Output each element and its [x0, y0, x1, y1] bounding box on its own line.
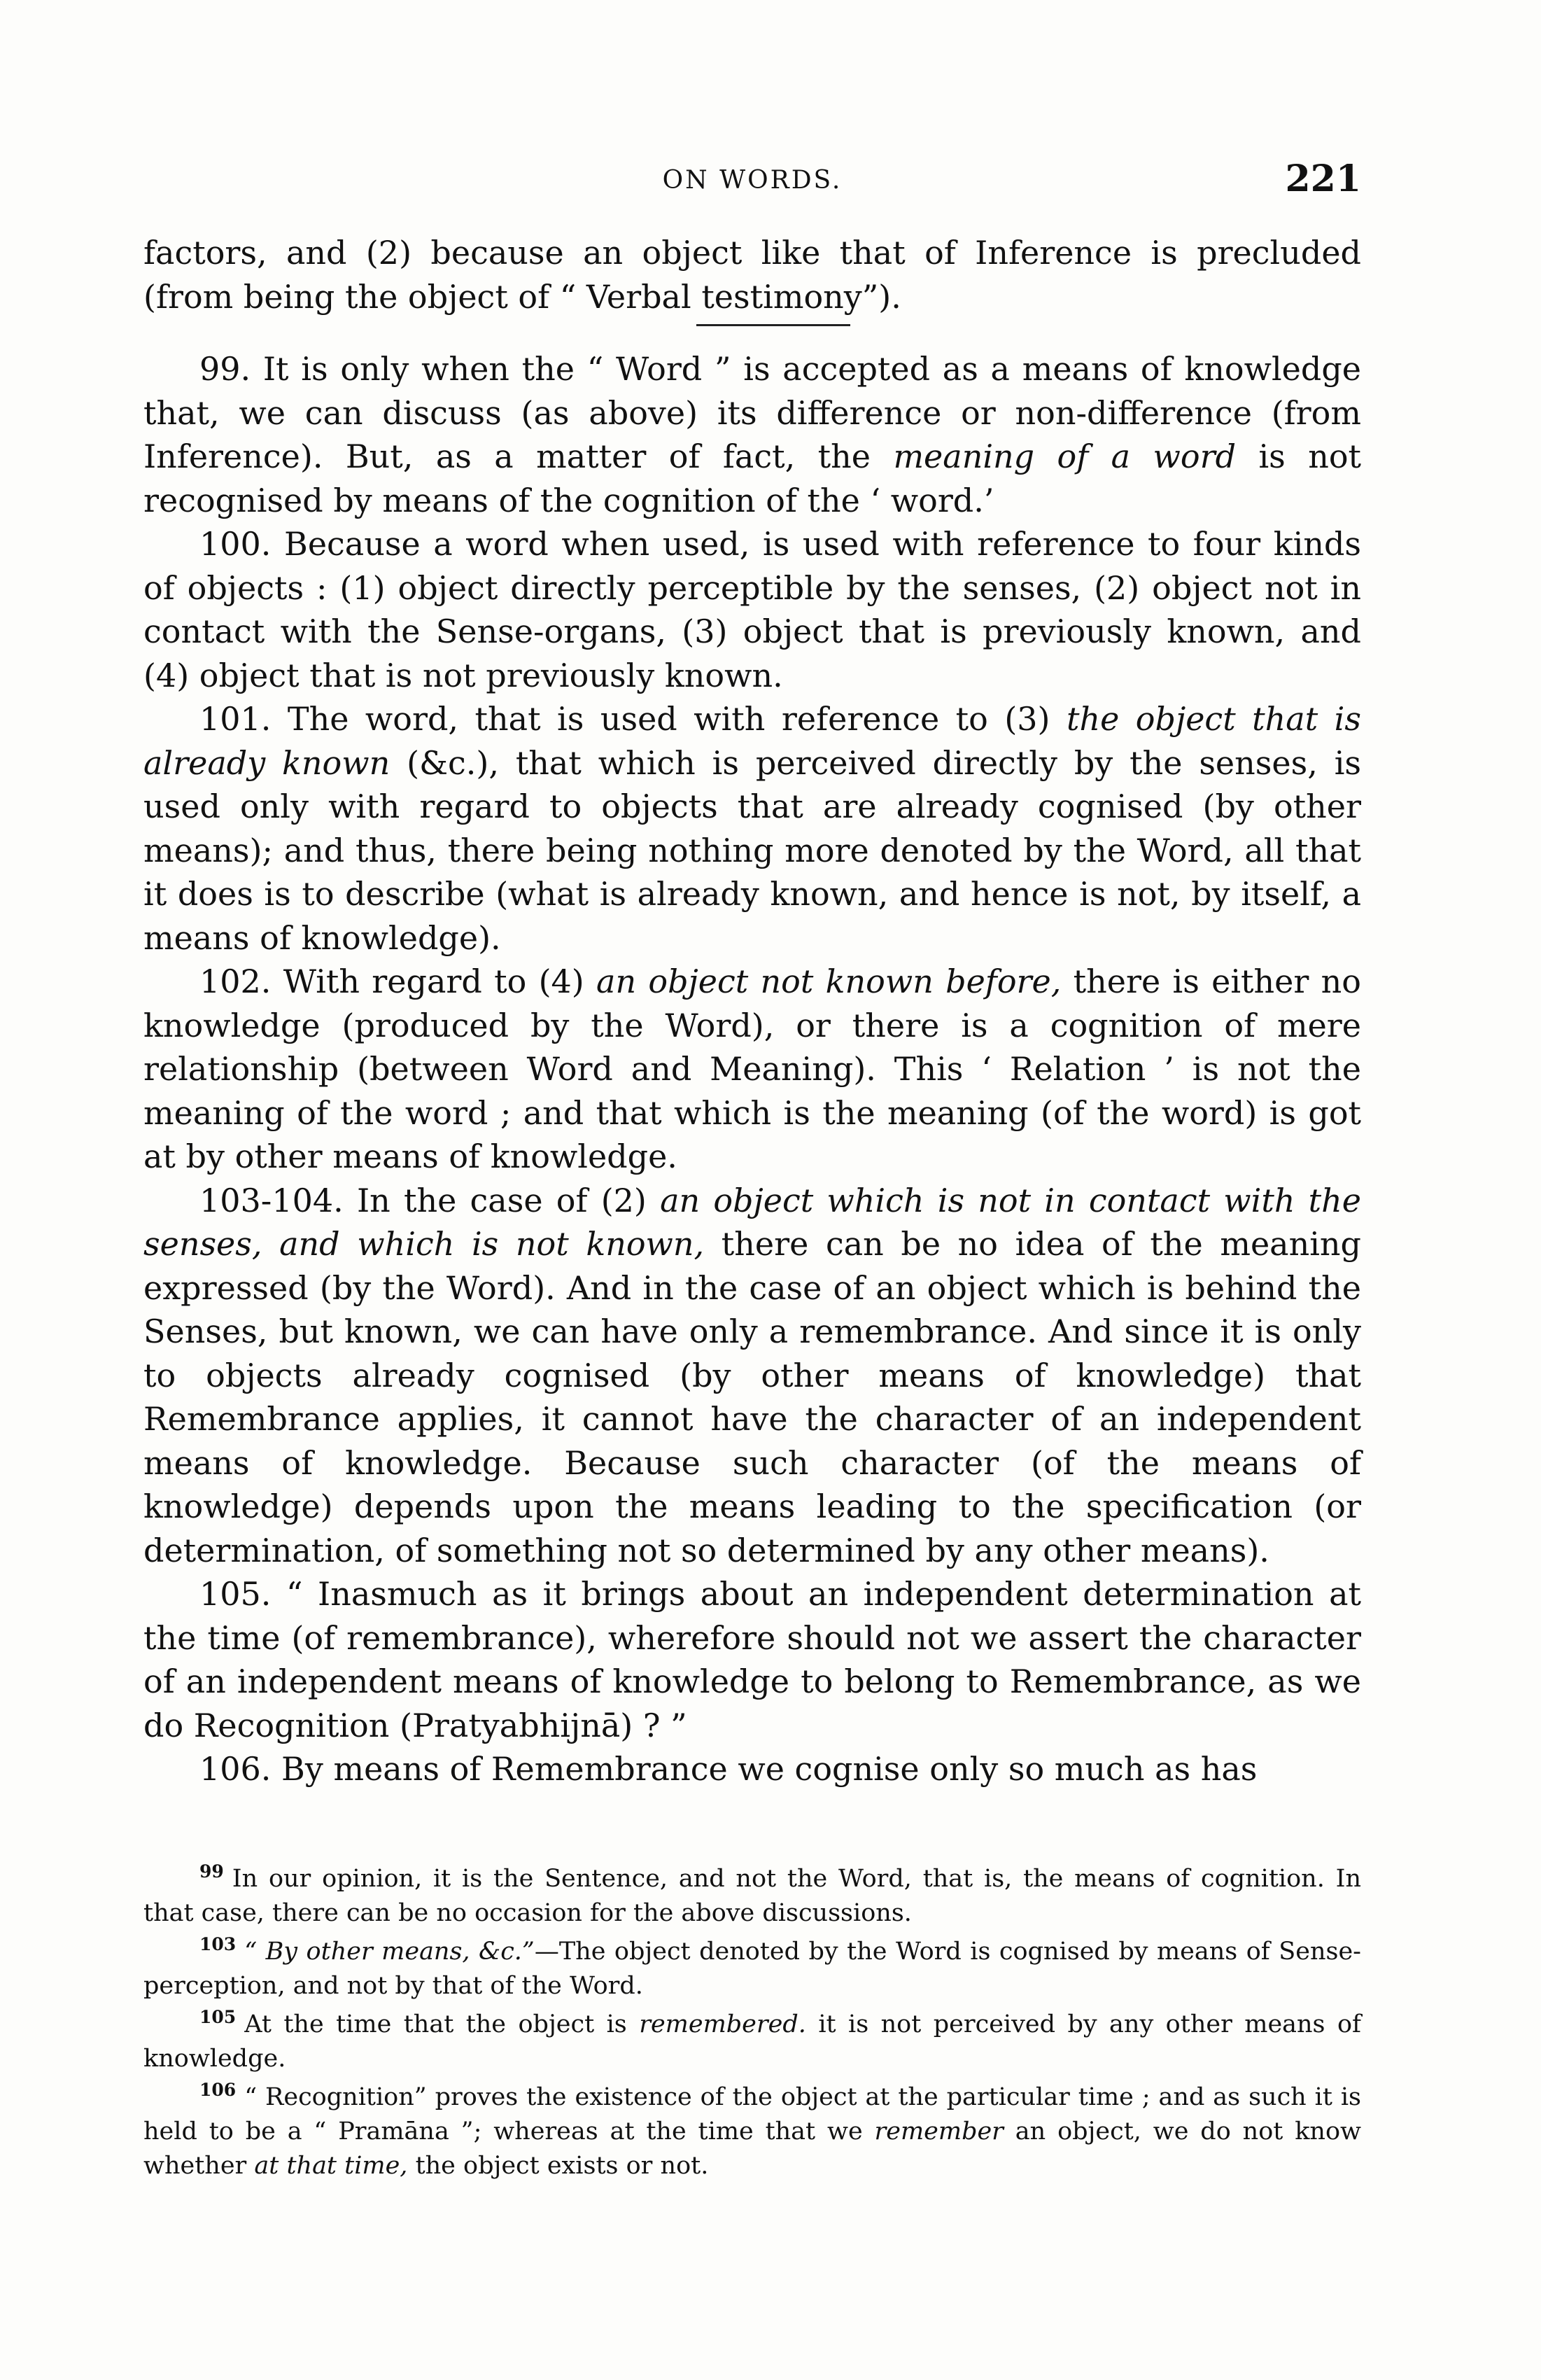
footnote-marker: 99 [199, 1861, 224, 1882]
paragraph-text: there is either no knowledge (produced by the Word), or there is a cognition of mere relationship (between Word and Meaning). This ‘ Relation ’ is not the meaning of the word ; and that which is the meaning (of the word) is got at by other means of knowledge. [143, 962, 1361, 1175]
footnote-99 [143, 1862, 1361, 1931]
body-text [143, 231, 1361, 1791]
paragraph-number: 100. [199, 525, 272, 563]
paragraph-106 [143, 1747, 1361, 1791]
footnote-text: the object exists or not. [415, 2152, 709, 2180]
footnotes [143, 1862, 1361, 2188]
paragraph-text: With regard to (4) [283, 962, 584, 1000]
paragraph-number: 106. [199, 1750, 272, 1788]
footnote-105 [143, 2008, 1361, 2076]
emphasis-text: the object that is already known [143, 700, 1361, 782]
footnote-text: an object, we do not know whether [143, 2118, 1361, 2180]
footnote-text: —The object denoted by the Word is cognised by means of Sense-perception, and not by that of the Word. [143, 1938, 1361, 2000]
emphasis-text: meaning of a word [893, 438, 1237, 475]
paragraph-text: The word, that is used with reference to (3) [287, 700, 1050, 738]
emphasis-text: an object not known before, [596, 962, 1062, 1000]
footnote-marker: 105 [199, 2007, 237, 2028]
paragraph-text: By means of Remembrance we cognise only so much as has [281, 1750, 1258, 1788]
footnote-marker: 103 [199, 1934, 237, 1955]
paragraph-text: In the case of (2) [356, 1181, 647, 1219]
footnote-emphasis: at that time, [254, 2152, 408, 2180]
running-head: ON WORDS. [662, 166, 843, 195]
paragraph-99 [143, 347, 1361, 522]
paragraph-text: It is only when the “ Word ” is accepted as a means of knowledge that, we can discuss (as above) its difference or non-difference (from Inference). But, as a matter of fact, the [143, 350, 1361, 475]
paragraph-text: “ Inasmuch as it brings about an independent determination at the time (of remembrance), wherefore should not we assert the character of an independent means of knowledge to belong to Remembrance, as we do Recognition (Pratyabhijnā) ? ” [143, 1575, 1361, 1744]
footnote-marker: 106 [199, 2080, 237, 2101]
footnote-103 [143, 1935, 1361, 2003]
paragraph-number: 105. [199, 1575, 272, 1613]
footnote-emphasis: remembered. [639, 2010, 806, 2038]
paragraph-text: is not recognised by means of the cognition of the ‘ word.’ [143, 438, 1362, 519]
paragraph-103-104 [143, 1179, 1361, 1573]
footnote-text: “ Recognition” proves the existence of the object at the particular time ; and as such it is held to be a “ Pramāna ”; whereas at the time that we [143, 2083, 1361, 2146]
footnote-106 [143, 2080, 1361, 2183]
paragraph-text: there can be no idea of the meaning expressed (by the Word). And in the case of an object which is behind the Senses, but known, we can have only a remembrance. And since it is only to objects already cognised (by other means of knowledge) that Remembrance applies, it cannot have the character of an independent means of knowledge. Because such character (of the means of knowledge) depends upon the means leading to the specification (or determination, of something not so determined by any other means). [143, 1225, 1361, 1569]
footnote-text: In our opinion, it is the Sentence, and not the Word, that is, the means of cognition. In that case, there can be no occasion for the above discussions. [143, 1865, 1361, 1927]
paragraph-text: (&c.), that which is perceived directly by the senses, is used only with regard to objects that are already cognised (by other means); and thus, there being nothing more denoted by the Word, all that it does is to describe (what is already known, and hence is not, by itself, a means of knowledge). [143, 743, 1362, 957]
footnote-text: it is not perceived by any other means of knowledge. [143, 2010, 1361, 2073]
footnote-text: At the time that the object is [244, 2010, 627, 2038]
paragraph-number: 99. [199, 350, 251, 388]
paragraph-100 [143, 522, 1361, 697]
paragraph-continuation: factors, and (2) because an object like that of Inference is precluded (from being the object of “ Verbal testimony”). [143, 234, 1361, 316]
paragraph-text: Because a word when used, is used with reference to four kinds of objects : (1) object directly perceptible by the senses, (2) object not in contact with the Sense-organs, (3) object that is previously known, and (4) object that is not previously known. [143, 525, 1361, 694]
page-number: 221 [1285, 158, 1361, 200]
paragraph-number: 101. [199, 700, 272, 738]
paragraph-number: 102. [199, 962, 272, 1000]
paragraph-101 [143, 697, 1361, 960]
section-divider [696, 324, 850, 326]
footnote-emphasis: remember [874, 2118, 1004, 2146]
paragraph-102 [143, 960, 1361, 1179]
paragraph-105 [143, 1572, 1361, 1747]
emphasis-text: an object which is not in contact with the senses, and which is not known, [143, 1181, 1362, 1263]
footnote-emphasis: “ By other means, &c.” [244, 1938, 535, 1966]
paragraph-number: 103-104. [199, 1181, 344, 1219]
page-header [143, 158, 1361, 214]
